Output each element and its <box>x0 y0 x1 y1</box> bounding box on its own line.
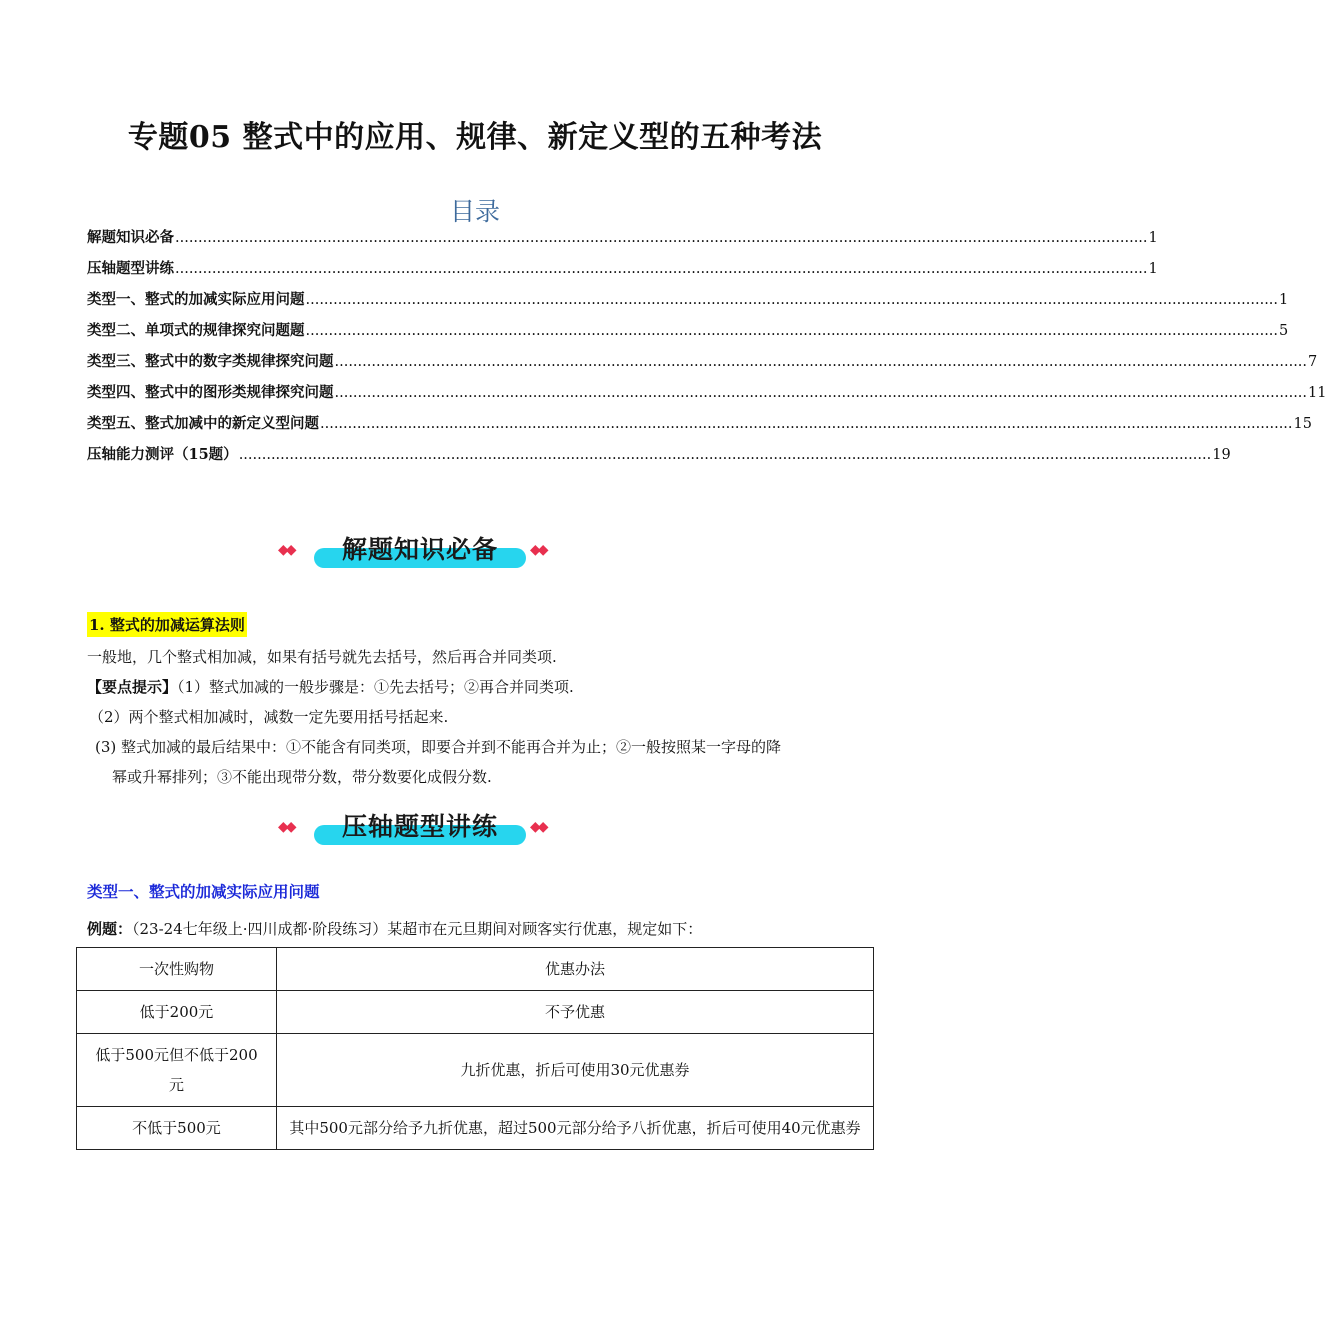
toc-leader-dots: ................................................................................................................................................................................................................... <box>238 447 1212 463</box>
point-2: （2）两个整式相加减时，减数一定先要用括号括起来. <box>89 708 449 726</box>
diamond-icon: ◆◆ <box>278 542 294 558</box>
banner-title: 压轴题型讲练 <box>341 812 498 841</box>
toc-item-page: 1 <box>1148 261 1158 277</box>
toc-leader-dots: ................................................................................................................................................................................................................... <box>175 230 1148 246</box>
page-title: 专题05 整式中的应用、规律、新定义型的五种考法 <box>127 120 823 155</box>
table-cell: 低于500元但不低于200元 <box>77 1034 277 1107</box>
table-header-cell: 优惠办法 <box>277 948 874 991</box>
toc-leader-dots: ................................................................................................................................................................................................................... <box>334 354 1308 370</box>
point-3-line2: 幂或升幂排列；③不能出现带分数，带分数要化成假分数. <box>112 768 492 786</box>
example-label: 例题： <box>87 920 133 938</box>
toc-item[interactable] <box>87 226 1158 257</box>
toc-item[interactable] <box>87 288 1289 319</box>
table-row <box>77 991 874 1034</box>
toc-leader-dots: ................................................................................................................................................................................................................... <box>305 292 1279 308</box>
toc-item-page: 1 <box>1148 230 1158 246</box>
toc-item-page: 7 <box>1308 354 1318 370</box>
table-cell: 不低于500元 <box>77 1107 277 1150</box>
toc-item-page: 1 <box>1279 292 1289 308</box>
table-cell: 低于200元 <box>77 991 277 1034</box>
toc-leader-dots: ................................................................................................................................................................................................................... <box>334 385 1308 401</box>
toc-item-label: 解题知识必备 <box>87 229 174 246</box>
toc-item-label: 类型三、整式中的数字类规律探究问题 <box>87 353 334 370</box>
table-row <box>77 1107 874 1150</box>
toc-item[interactable] <box>87 412 1312 443</box>
table-cell: 不予优惠 <box>277 991 874 1034</box>
toc-item-label: 类型一、整式的加减实际应用问题 <box>87 291 305 308</box>
toc-leader-dots: ................................................................................................................................................................................................................... <box>175 261 1148 277</box>
point-3-line1: (3) 整式加减的最后结果中：①不能含有同类项，即要合并到不能再合并为止；②一般按照某一字母的降 <box>95 738 782 756</box>
toc-item-page: 5 <box>1279 323 1289 339</box>
toc-leader-dots: ................................................................................................................................................................................................................... <box>320 416 1293 432</box>
type-1-heading: 类型一、整式的加减实际应用问题 <box>87 882 320 901</box>
toc-item-page: 15 <box>1293 416 1312 432</box>
table-row <box>77 1034 874 1107</box>
table-cell: 其中500元部分给予九折优惠，超过500元部分给予八折优惠，折后可使用40元优惠券 <box>277 1107 874 1150</box>
toc-item-label: 压轴能力测评（15题） <box>87 446 238 463</box>
toc-item[interactable] <box>87 443 1231 474</box>
rule-title: 1. 整式的加减运算法则 <box>87 612 247 637</box>
toc-item[interactable] <box>87 381 1326 412</box>
diamond-icon: ◆◆ <box>530 819 546 835</box>
tip-line <box>87 676 574 697</box>
toc-heading: 目录 <box>449 197 500 226</box>
table-cell: 九折优惠，折后可使用30元优惠券 <box>277 1034 874 1107</box>
section-banner-practice <box>278 803 562 853</box>
diamond-icon: ◆◆ <box>278 819 294 835</box>
table-header-cell: 一次性购物 <box>77 948 277 991</box>
tip-label: 【要点提示】 <box>87 678 178 696</box>
tip-text: （1）整式加减的一般步骤是：①先去括号；②再合并同类项. <box>177 678 574 696</box>
toc-item[interactable] <box>87 350 1318 381</box>
toc-item-label: 类型四、整式中的图形类规律探究问题 <box>87 384 334 401</box>
section-banner-knowledge <box>278 526 562 576</box>
discount-table <box>76 947 874 1150</box>
toc-item-label: 类型五、整式加减中的新定义型问题 <box>87 415 319 432</box>
table-header-row <box>77 948 874 991</box>
diamond-icon: ◆◆ <box>530 542 546 558</box>
example-text: （23-24七年级上·四川成都·阶段练习）某超市在元旦期间对顾客实行优惠，规定如下： <box>132 920 703 938</box>
toc-item[interactable] <box>87 257 1158 288</box>
toc-item[interactable] <box>87 319 1289 350</box>
banner-title: 解题知识必备 <box>341 535 498 564</box>
toc-item-label: 压轴题型讲练 <box>87 260 174 277</box>
toc-item-page: 19 <box>1212 447 1231 463</box>
example-line <box>87 918 702 939</box>
rule-text: 一般地，几个整式相加减，如果有括号就先去括号，然后再合并同类项. <box>87 648 557 666</box>
toc-item-page: 11 <box>1308 385 1326 401</box>
toc-item-label: 类型二、单项式的规律探究问题题 <box>87 322 305 339</box>
table-of-contents <box>87 226 1326 474</box>
toc-leader-dots: ................................................................................................................................................................................................................... <box>305 323 1279 339</box>
